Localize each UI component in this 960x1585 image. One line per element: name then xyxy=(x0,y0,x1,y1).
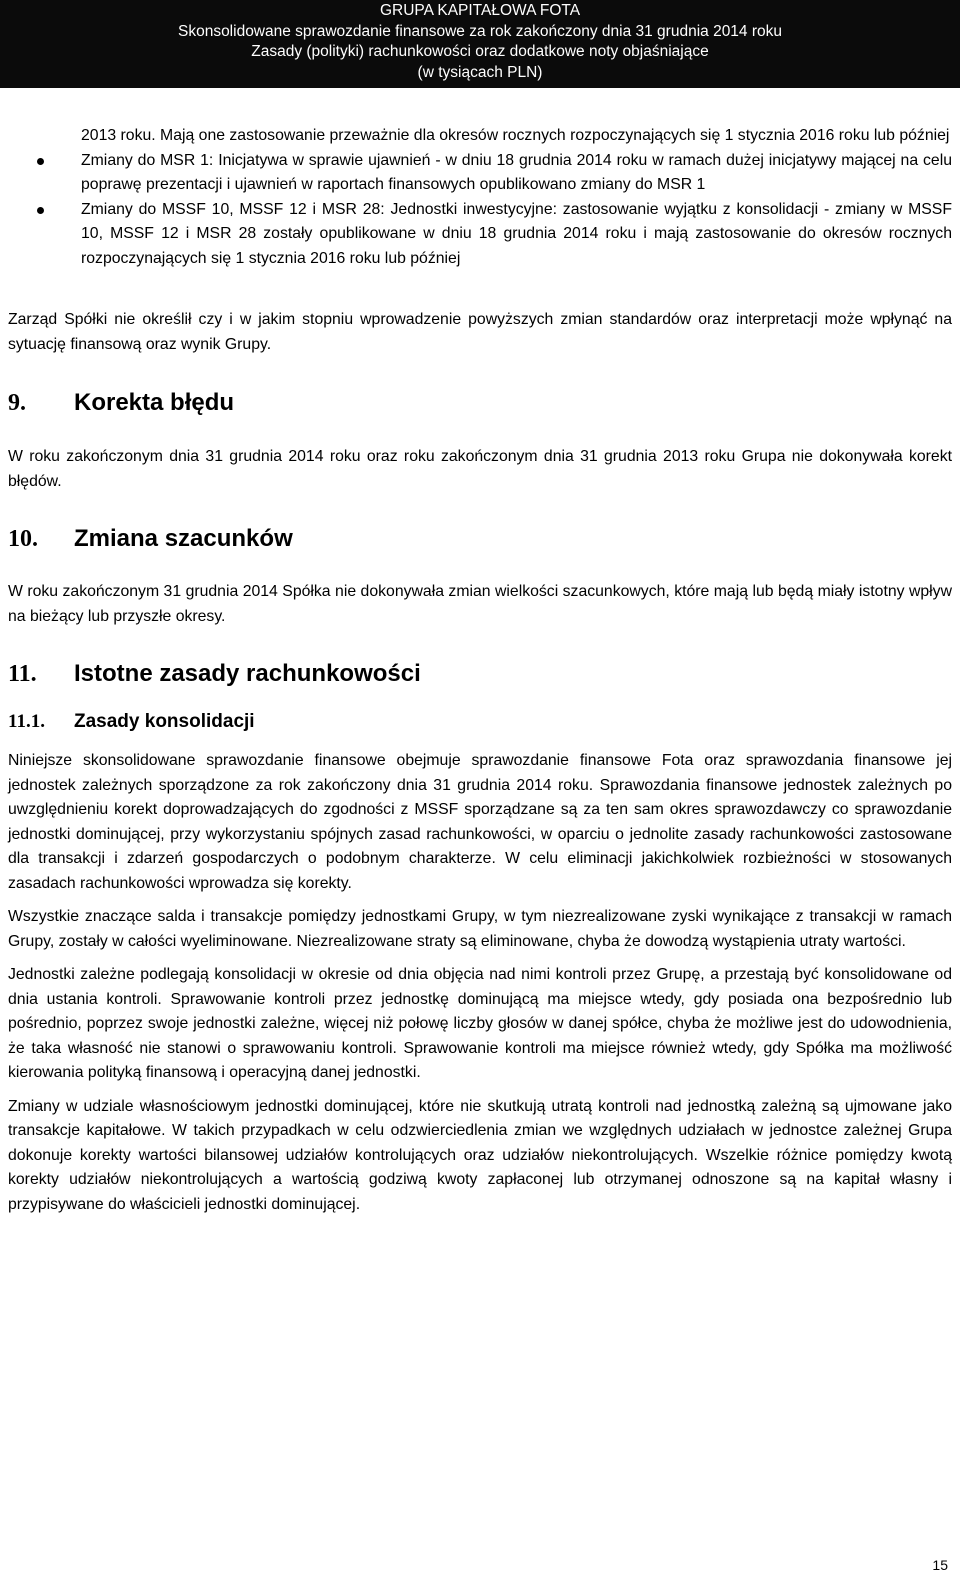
section-9-text: W roku zakończonym dnia 31 grudnia 2014 roku oraz roku zakończonym dnia 31 grudnia 2013 roku Grupa nie dokonywała korekt błędów. xyxy=(8,448,952,490)
document-header xyxy=(0,0,960,88)
bullet-icon xyxy=(37,207,44,214)
section-number: 9. xyxy=(8,390,26,416)
header-company-name: GRUPA KAPITAŁOWA FOTA xyxy=(379,2,581,19)
page-number: 15 xyxy=(932,1557,948,1573)
list-item-text: Zmiany do MSSF 10, MSSF 12 i MSR 28: Jednostki inwestycyjne: zastosowanie wyjątku z konsolidacji - zmiany w MSSF 10, MSSF 12 i MSR 28 zostały opublikowane w dniu 18 grudnia 2014 roku i mają zastosowanie do okresów rocznych rozpoczynających się 1 stycznia 2016 roku lub później xyxy=(81,200,952,267)
bullet-icon xyxy=(37,158,44,165)
continued-paragraph: 2013 roku. Mają one zastosowanie przeważnie dla okresów rocznych rozpoczynających się 1 stycznia 2016 roku lub później xyxy=(81,127,950,144)
header-report-title: Skonsolidowane sprawozdanie finansowe za rok zakończony dnia 31 grudnia 2014 roku xyxy=(177,22,783,40)
section-number: 10. xyxy=(8,526,38,552)
document-body xyxy=(8,124,952,1217)
header-section-title: Zasady (polityki) rachunkowości oraz dodatkowe noty objaśniające xyxy=(251,43,709,60)
section-number: 11. xyxy=(8,661,37,687)
paragraph: Jednostki zależne podlegają konsolidacji w okresie od dnia objęcia nad nimi kontroli przez Grupę, a przestają być konsolidowane od dnia ustania kontroli. Sprawowanie kontroli przez jednostkę dominującą ma miejsce wtedy, gdy posiada ona bezpośrednio lub pośrednio, poprzez swoje jednostki zależne, więcej niż połowę liczby głosów w danej spółce, chyba że możliwe jest do udowodnienia, że taka własność nie stanowi o sprawowaniu kontroli. Sprawowanie kontroli ma miejsce również wtedy, gdy Spółka ma możliwość kierowania polityką finansową i operacyjną danej jednostki. xyxy=(8,966,952,1081)
section-title: Zasady konsolidacji xyxy=(74,711,255,732)
header-currency-note: (w tysiącach PLN) xyxy=(417,63,543,81)
list-item-text: Zmiany do MSR 1: Inicjatywa w sprawie ujawnień - w dniu 18 grudnia 2014 roku w ramach dużej inicjatywy mającej na celu poprawę prezentacji i ujawnień w raportach finansowych opublikowano zmiany do MSR 1 xyxy=(81,151,952,193)
section-title: Korekta błędu xyxy=(74,389,235,416)
paragraph: Niniejsze skonsolidowane sprawozdanie finansowe obejmuje sprawozdanie finansowe Fota oraz sprawozdania finansowe jej jednostek zależnych sporządzone za rok zakończony dnia 31 grudnia 2014 roku. Sprawozdania finansowe jednostek zależnych po uwzględnieniu korekt doprowadzających do zgodności z MSSF sporządzane są za ten sam okres sprawozdawczy co sprawozdanie jednostki dominującej, przy wykorzystaniu spójnych zasad rachunkowości, w oparciu o jednolite zasady rachunkowości zastosowane dla transakcji i zdarzeń gospodarczych o podobnym charakterze. W celu eliminacji jakichkolwiek rozbieżności w stosowanych zasadach rachunkowości wprowadza się korekty. xyxy=(8,752,952,892)
section-11-heading xyxy=(8,659,952,689)
amendments-list xyxy=(8,149,952,272)
paragraph: Zmiany w udziale własnościowym jednostki dominującej, które nie skutkują utratą kontroli nad jednostką zależną są ujmowane jako transakcje kapitałowe. W takich przypadkach w celu odzwierciedlenia zmian we względnych udziałach w jednostce zależnej Grupa dokonuje korekty wartości bilansowej udziałów kontrolujących oraz udziałów niekontrolujących. Wszelkie różnice pomiędzy kwotą korekty udziałów niekontrolujących a wartością godziwą kwoty zapłaconej lub otrzymanej odnoszone są na kapitał własny i przypisywane do właścicieli jednostki dominującej. xyxy=(8,1097,952,1213)
section-11-1-heading xyxy=(8,709,952,735)
management-statement: Zarząd Spółki nie określił czy i w jakim stopniu wprowadzenie powyższych zmian standardów oraz interpretacji może wpłynąć na sytuację finansową oraz wynik Grupy. xyxy=(8,311,952,353)
list-item xyxy=(81,198,952,272)
section-10-heading xyxy=(8,524,952,554)
section-title: Zmiana szacunków xyxy=(74,525,293,552)
section-9-heading xyxy=(8,388,952,418)
section-10-text: W roku zakończonym 31 grudnia 2014 Spółka nie dokonywała zmian wielkości szacunkowych, które mają lub będą miały istotny wpływ na bieżący lub przyszłe okresy. xyxy=(8,583,952,625)
section-number: 11.1. xyxy=(8,711,45,732)
list-item xyxy=(81,149,952,198)
paragraph: Wszystkie znaczące salda i transakcje pomiędzy jednostkami Grupy, w tym niezrealizowane zyski wynikające z transakcji w ramach Grupy, zostały w całości wyeliminowane. Niezrealizowane straty są eliminowane, chyba że dowodzą wystąpienia utraty wartości. xyxy=(8,908,952,950)
section-title: Istotne zasady rachunkowości xyxy=(74,660,421,687)
